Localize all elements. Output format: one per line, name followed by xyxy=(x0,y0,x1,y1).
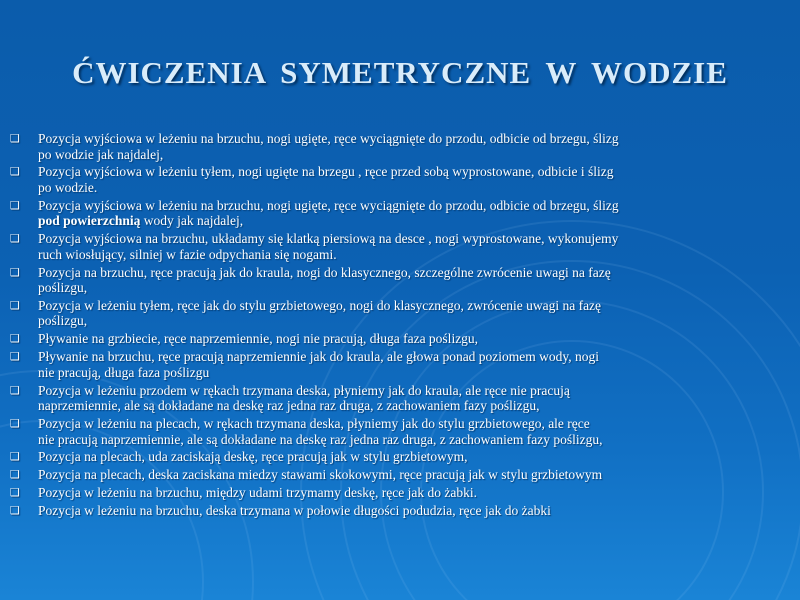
item-line: po wodzie jak najdalej, xyxy=(38,146,164,162)
hollow-square-bullet-icon: ❑ xyxy=(10,265,20,279)
slide-title: ĆWICZENIA SYMETRYCZNE W WODZIE xyxy=(72,55,728,90)
hollow-square-bullet-icon: ❑ xyxy=(10,468,20,482)
hollow-square-bullet-icon: ❑ xyxy=(10,332,20,346)
list-item xyxy=(10,485,790,501)
hollow-square-bullet-icon: ❑ xyxy=(10,298,20,312)
item-line: Pozycja na brzuchu, ręce pracują jak do kraula, nogi do klasycznego, szczególne zwrócenie uwagi na fazę xyxy=(38,264,611,280)
list-item xyxy=(10,298,790,329)
item-line: ruch wiosłujący, silniej w fazie odpychania się nogami. xyxy=(38,246,337,262)
hollow-square-bullet-icon: ❑ xyxy=(10,383,20,397)
list-item xyxy=(10,503,790,519)
hollow-square-bullet-icon: ❑ xyxy=(10,132,20,145)
list-item xyxy=(10,349,790,380)
item-line: Pozycja wyjściowa na brzuchu, układamy się klatką piersiową na desce , nogi wyprostowane, wykonujemy xyxy=(38,231,619,247)
hollow-square-bullet-icon: ❑ xyxy=(10,504,20,518)
hollow-square-bullet-icon: ❑ xyxy=(10,232,20,246)
bold-emphasis: pod powierzchnią xyxy=(38,213,141,229)
item-line: nie pracują naprzemiennie, ale są dokładane na deskę raz jedna raz druga, z zachowaniem fazy poślizgu, xyxy=(38,431,603,447)
hollow-square-bullet-icon: ❑ xyxy=(10,486,20,500)
item-line: nie pracują, długa faza poślizgu xyxy=(38,364,210,380)
item-line: Pozycja wyjściowa w leżeniu na brzuchu, nogi ugięte, ręce wyciągnięte do przodu, odbicie od brzegu, ślizg xyxy=(38,131,619,146)
list-item xyxy=(10,383,790,414)
item-line: naprzemiennie, ale są dokładane na deskę raz jedna raz druga, z zachowaniem fazy poślizgu, xyxy=(38,398,540,414)
item-line: Pływanie na brzuchu, ręce pracują naprzemiennie jak do kraula, ale głowa ponad poziomem wody, nogi xyxy=(38,349,600,365)
item-line: wody jak najdalej, xyxy=(140,213,244,229)
item-line: Pozycja wyjściowa w leżeniu tyłem, nogi ugięte na brzegu , ręce przed sobą wyprostowane, odbicie i ślizg xyxy=(38,164,614,180)
list-item xyxy=(10,231,790,262)
list-item xyxy=(10,265,790,296)
list-item xyxy=(10,131,790,162)
item-line: poślizgu, xyxy=(38,313,88,329)
bullet-list xyxy=(10,131,790,521)
list-item xyxy=(10,331,790,347)
hollow-square-bullet-icon: ❑ xyxy=(10,450,20,464)
item-line: Pływanie na grzbiecie, ręce naprzemiennie, nogi nie pracują, długa faza poślizgu, xyxy=(38,331,479,347)
hollow-square-bullet-icon: ❑ xyxy=(10,165,20,179)
hollow-square-bullet-icon: ❑ xyxy=(10,417,20,431)
list-item xyxy=(10,467,790,483)
item-line: Pozycja wyjściowa w leżeniu na brzuchu, nogi ugięte, ręce wyciągnięte do przodu, odbicie od brzegu, ślizg xyxy=(38,197,619,213)
item-line: Pozycja na plecach, deska zaciskana miedzy stawami skokowymi, ręce pracują jak w stylu grzbietowym xyxy=(38,467,603,483)
hollow-square-bullet-icon: ❑ xyxy=(10,350,20,364)
list-item xyxy=(10,449,790,465)
hollow-square-bullet-icon: ❑ xyxy=(10,198,20,212)
item-line: Pozycja w leżeniu przodem w rękach trzymana deska, płyniemy jak do kraula, ale ręce nie pracują xyxy=(38,382,570,398)
list-item xyxy=(10,164,790,195)
item-line: poślizgu, xyxy=(38,280,88,296)
list-item xyxy=(10,198,790,229)
item-line: Pozycja w leżeniu na brzuchu, deska trzymana w połowie długości podudzia, ręce jak do żabki xyxy=(38,503,551,519)
list-item xyxy=(10,416,790,447)
item-line: Pozycja w leżeniu na plecach, w rękach trzymana deska, płyniemy jak do stylu grzbietowego, ale ręce xyxy=(38,416,590,432)
item-line: Pozycja na plecach, uda zaciskają deskę, ręce pracują jak w stylu grzbietowym, xyxy=(38,449,468,465)
item-line: Pozycja w leżeniu na brzuchu, między udami trzymamy deskę, ręce jak do żabki. xyxy=(38,485,477,501)
item-line: Pozycja w leżeniu tyłem, ręce jak do stylu grzbietowego, nogi do klasycznego, zwrócenie uwagi na fazę xyxy=(38,297,602,313)
item-line: po wodzie. xyxy=(38,179,98,195)
